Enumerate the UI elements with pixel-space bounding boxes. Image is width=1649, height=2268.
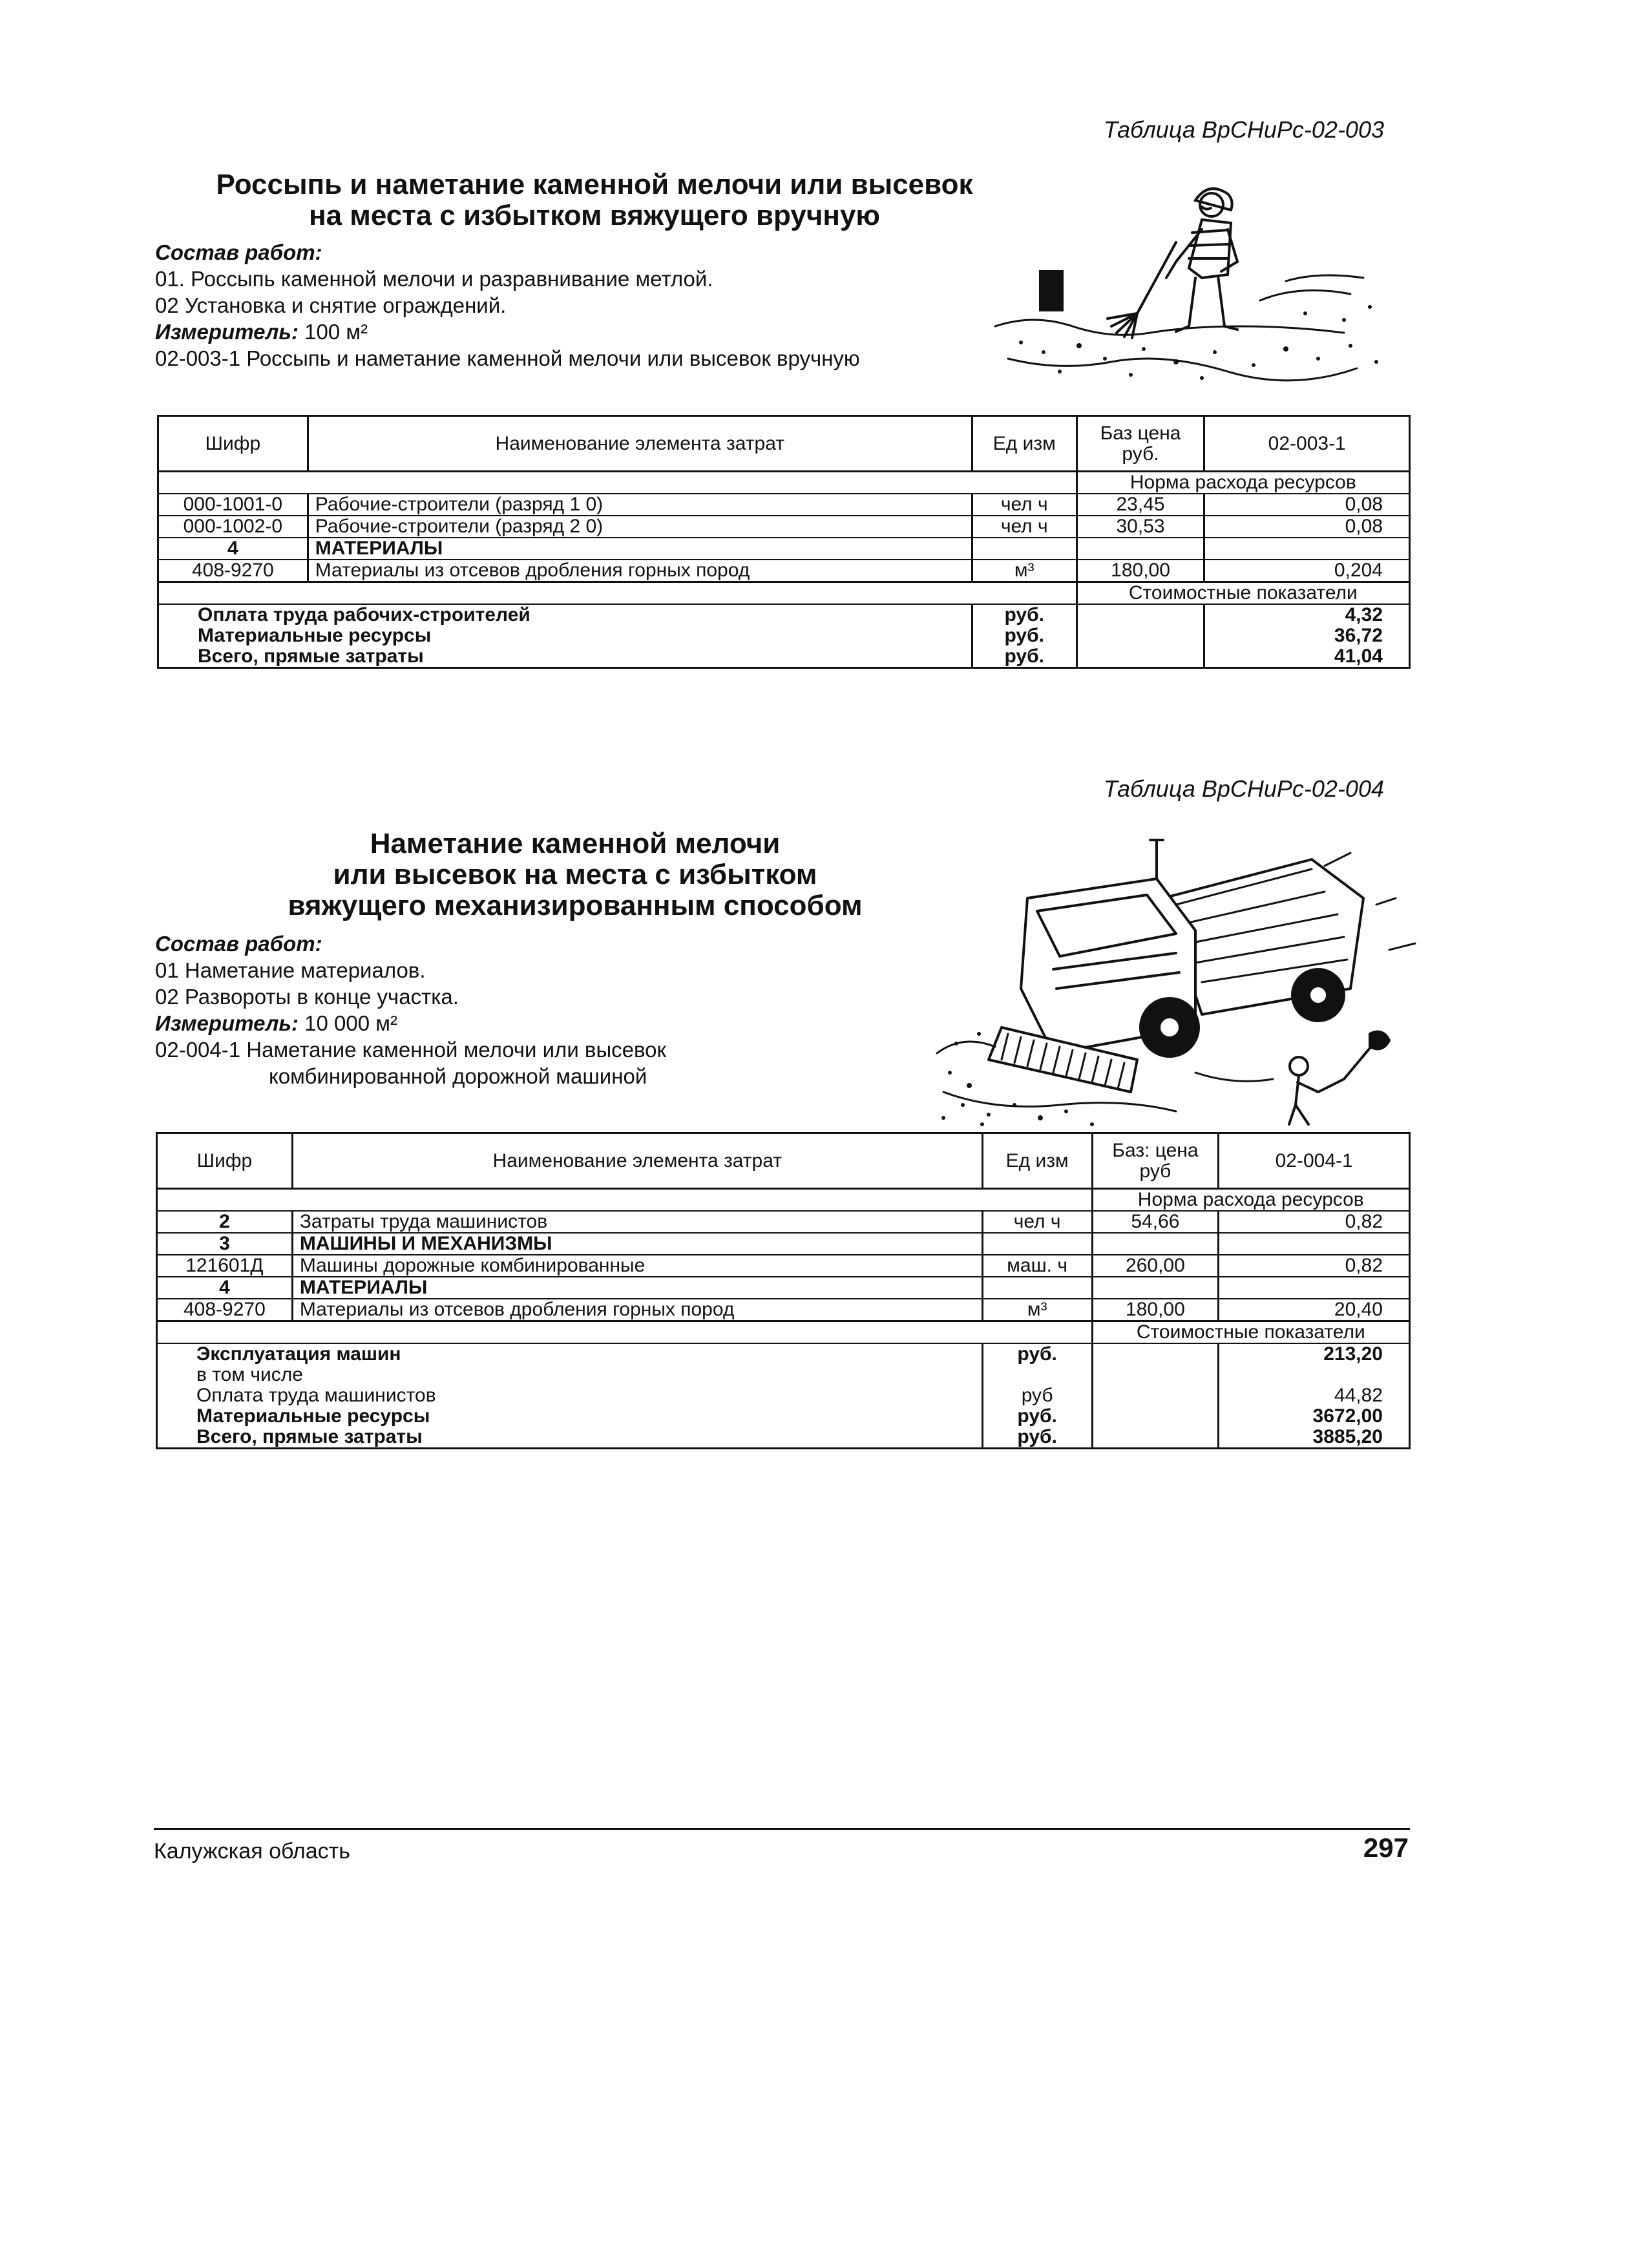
row-code: 000-1001-0	[158, 494, 308, 516]
total-unit: руб.	[972, 646, 1077, 668]
road-sweeper-truck-icon	[924, 821, 1428, 1137]
total-name: Оплата труда рабочих-строителей	[158, 604, 972, 625]
total-value: 36,72	[1204, 625, 1410, 646]
header-price: Баз: цена руб	[1092, 1133, 1219, 1189]
measure-value: 10 000 м²	[299, 1011, 397, 1035]
row-price: 180,00	[1077, 560, 1204, 582]
row-name: МАТЕРИАЛЫ	[308, 538, 972, 560]
work-item-01: 01 Наметание материалов.	[155, 958, 426, 982]
row-value: 0,82	[1219, 1255, 1410, 1277]
total-value: 3885,20	[1219, 1427, 1410, 1449]
header-name: Наименование элемента затрат	[292, 1133, 982, 1189]
total-name: Оплата труда машинистов	[157, 1385, 983, 1406]
total-value: 4,32	[1204, 604, 1410, 625]
row-name: МАТЕРИАЛЫ	[292, 1277, 982, 1299]
section2-title-line3: вяжущего механизированным способом	[288, 890, 863, 921]
row-value: 0,204	[1204, 560, 1410, 582]
code-description-line2: комбинированной дорожной машиной	[269, 1064, 647, 1088]
header-unit: Ед изм	[982, 1133, 1092, 1189]
table-row	[157, 1233, 1410, 1255]
section1-title-line1: Россыпь и наметание каменной мелочи или высевок	[216, 169, 973, 200]
header-column-code: 02-004-1	[1219, 1133, 1410, 1189]
row-name: Рабочие-строители (разряд 1 0)	[308, 494, 972, 516]
work-item-02: 02 Установка и снятие ограждений.	[155, 293, 507, 317]
table-row	[158, 494, 1410, 516]
measure-label: Измеритель:	[155, 1011, 299, 1035]
header-unit: Ед изм	[972, 416, 1077, 472]
total-unit: руб.	[972, 625, 1077, 646]
section1-title-line2: на места с избытком вяжущего вручную	[309, 200, 880, 231]
row-value: 0,08	[1204, 494, 1410, 516]
footer-region: Калужская область	[154, 1839, 350, 1864]
header-code: Шифр	[157, 1133, 293, 1189]
norm-label: Норма расхода ресурсов	[1077, 472, 1409, 494]
row-price: 180,00	[1092, 1299, 1219, 1321]
table-row	[157, 1211, 1410, 1233]
row-value: 20,40	[1219, 1299, 1410, 1321]
total-unit: руб.	[982, 1343, 1092, 1365]
row-name: Рабочие-строители (разряд 2 0)	[308, 516, 972, 538]
table-row	[158, 538, 1410, 560]
total-name: Всего, прямые затраты	[158, 646, 972, 668]
total-unit: руб	[982, 1385, 1092, 1406]
section2-title-line1: Наметание каменной мелочи	[370, 828, 781, 859]
row-value	[1219, 1233, 1410, 1255]
row-price: 23,45	[1077, 494, 1204, 516]
total-name: Материальные ресурсы	[157, 1406, 983, 1427]
table-row	[158, 516, 1410, 538]
row-price	[1092, 1277, 1219, 1299]
total-name: Материальные ресурсы	[158, 625, 972, 646]
work-composition-heading: Состав работ:	[155, 932, 322, 956]
row-name: Машины дорожные комбинированные	[292, 1255, 982, 1277]
row-unit	[982, 1233, 1092, 1255]
measure-value: 100 м²	[299, 320, 368, 344]
header-name: Наименование элемента затрат	[308, 416, 972, 472]
total-name: Эксплуатация машин	[157, 1343, 983, 1365]
section2-description	[155, 930, 666, 1089]
row-price: 54,66	[1092, 1211, 1219, 1233]
measure-label: Измеритель:	[155, 320, 299, 344]
row-name: Затраты труда машинистов	[292, 1211, 982, 1233]
table-row	[157, 1277, 1410, 1299]
row-code: 4	[158, 538, 308, 560]
cost-table-02-004	[156, 1132, 1411, 1449]
work-composition-heading: Состав работ:	[155, 240, 322, 264]
total-row	[157, 1343, 1410, 1365]
cost-table-02-003	[157, 415, 1411, 669]
row-unit	[972, 538, 1077, 560]
header-code: Шифр	[158, 416, 308, 472]
measure-line	[155, 1010, 666, 1036]
total-row	[158, 604, 1410, 625]
row-unit: чел ч	[982, 1211, 1092, 1233]
table-row	[157, 1299, 1410, 1321]
work-item-01: 01. Россыпь каменной мелочи и разравнивание метлой.	[155, 267, 713, 291]
section1-title	[155, 169, 1034, 231]
row-unit: м³	[982, 1299, 1092, 1321]
row-name: Материалы из отсевов дробления горных пород	[292, 1299, 982, 1321]
row-value	[1204, 538, 1410, 560]
section2-title-line2: или высевок на места с избытком	[333, 859, 817, 890]
cost-indicators-label: Стоимостные показатели	[1077, 582, 1409, 605]
norm-label: Норма расхода ресурсов	[1092, 1189, 1409, 1212]
code-description: 02-003-1 Россыпь и наметание каменной мелочи или высевок вручную	[155, 346, 860, 370]
row-code: 2	[157, 1211, 293, 1233]
section2-title	[194, 828, 956, 921]
row-code: 000-1002-0	[158, 516, 308, 538]
section1-description	[155, 239, 860, 372]
row-price: 30,53	[1077, 516, 1204, 538]
total-name: в том числе	[157, 1365, 983, 1385]
row-price: 260,00	[1092, 1255, 1219, 1277]
row-value: 0,08	[1204, 516, 1410, 538]
cost-indicators-label: Стоимостные показатели	[1092, 1321, 1409, 1344]
row-unit: чел ч	[972, 494, 1077, 516]
row-code: 4	[157, 1277, 293, 1299]
total-value: 44,82	[1219, 1385, 1410, 1406]
row-price	[1077, 538, 1204, 560]
table-label-02-004: Таблица ВрСНиРс-02-004	[1103, 775, 1384, 802]
total-name: Всего, прямые затраты	[157, 1427, 983, 1449]
header-column-code: 02-003-1	[1204, 416, 1410, 472]
table-label-02-003: Таблица ВрСНиРс-02-003	[1103, 116, 1384, 143]
work-item-02: 02 Развороты в конце участка.	[155, 985, 459, 1009]
row-unit: маш. ч	[982, 1255, 1092, 1277]
table-row	[157, 1255, 1410, 1277]
row-code: 3	[157, 1233, 293, 1255]
row-unit	[982, 1277, 1092, 1299]
worker-sweeping-icon	[982, 165, 1409, 391]
total-row	[157, 1406, 1410, 1427]
total-row	[158, 625, 1410, 646]
row-name: МАШИНЫ И МЕХАНИЗМЫ	[292, 1233, 982, 1255]
row-name: Материалы из отсевов дробления горных пород	[308, 560, 972, 582]
total-unit: руб.	[982, 1427, 1092, 1449]
row-code: 408-9270	[157, 1299, 293, 1321]
total-unit: руб.	[972, 604, 1077, 625]
row-unit: м³	[972, 560, 1077, 582]
row-code: 408-9270	[158, 560, 308, 582]
total-row	[157, 1427, 1410, 1449]
total-value	[1219, 1365, 1410, 1385]
footer-divider	[154, 1828, 1410, 1830]
row-unit: чел ч	[972, 516, 1077, 538]
total-row	[158, 646, 1410, 668]
row-value: 0,82	[1219, 1211, 1410, 1233]
row-value	[1219, 1277, 1410, 1299]
total-value: 41,04	[1204, 646, 1410, 668]
total-row	[157, 1385, 1410, 1406]
measure-line	[155, 319, 860, 345]
total-unit: руб.	[982, 1406, 1092, 1427]
page-number: 297	[1363, 1832, 1409, 1863]
table-row	[158, 560, 1410, 582]
code-description-line1: 02-004-1 Наметание каменной мелочи или высевок	[155, 1038, 666, 1062]
total-value: 3672,00	[1219, 1406, 1410, 1427]
row-code: 121601Д	[157, 1255, 293, 1277]
total-unit	[982, 1365, 1092, 1385]
total-row	[157, 1365, 1410, 1385]
header-price: Баз цена руб.	[1077, 416, 1204, 472]
row-price	[1092, 1233, 1219, 1255]
total-value: 213,20	[1219, 1343, 1410, 1365]
